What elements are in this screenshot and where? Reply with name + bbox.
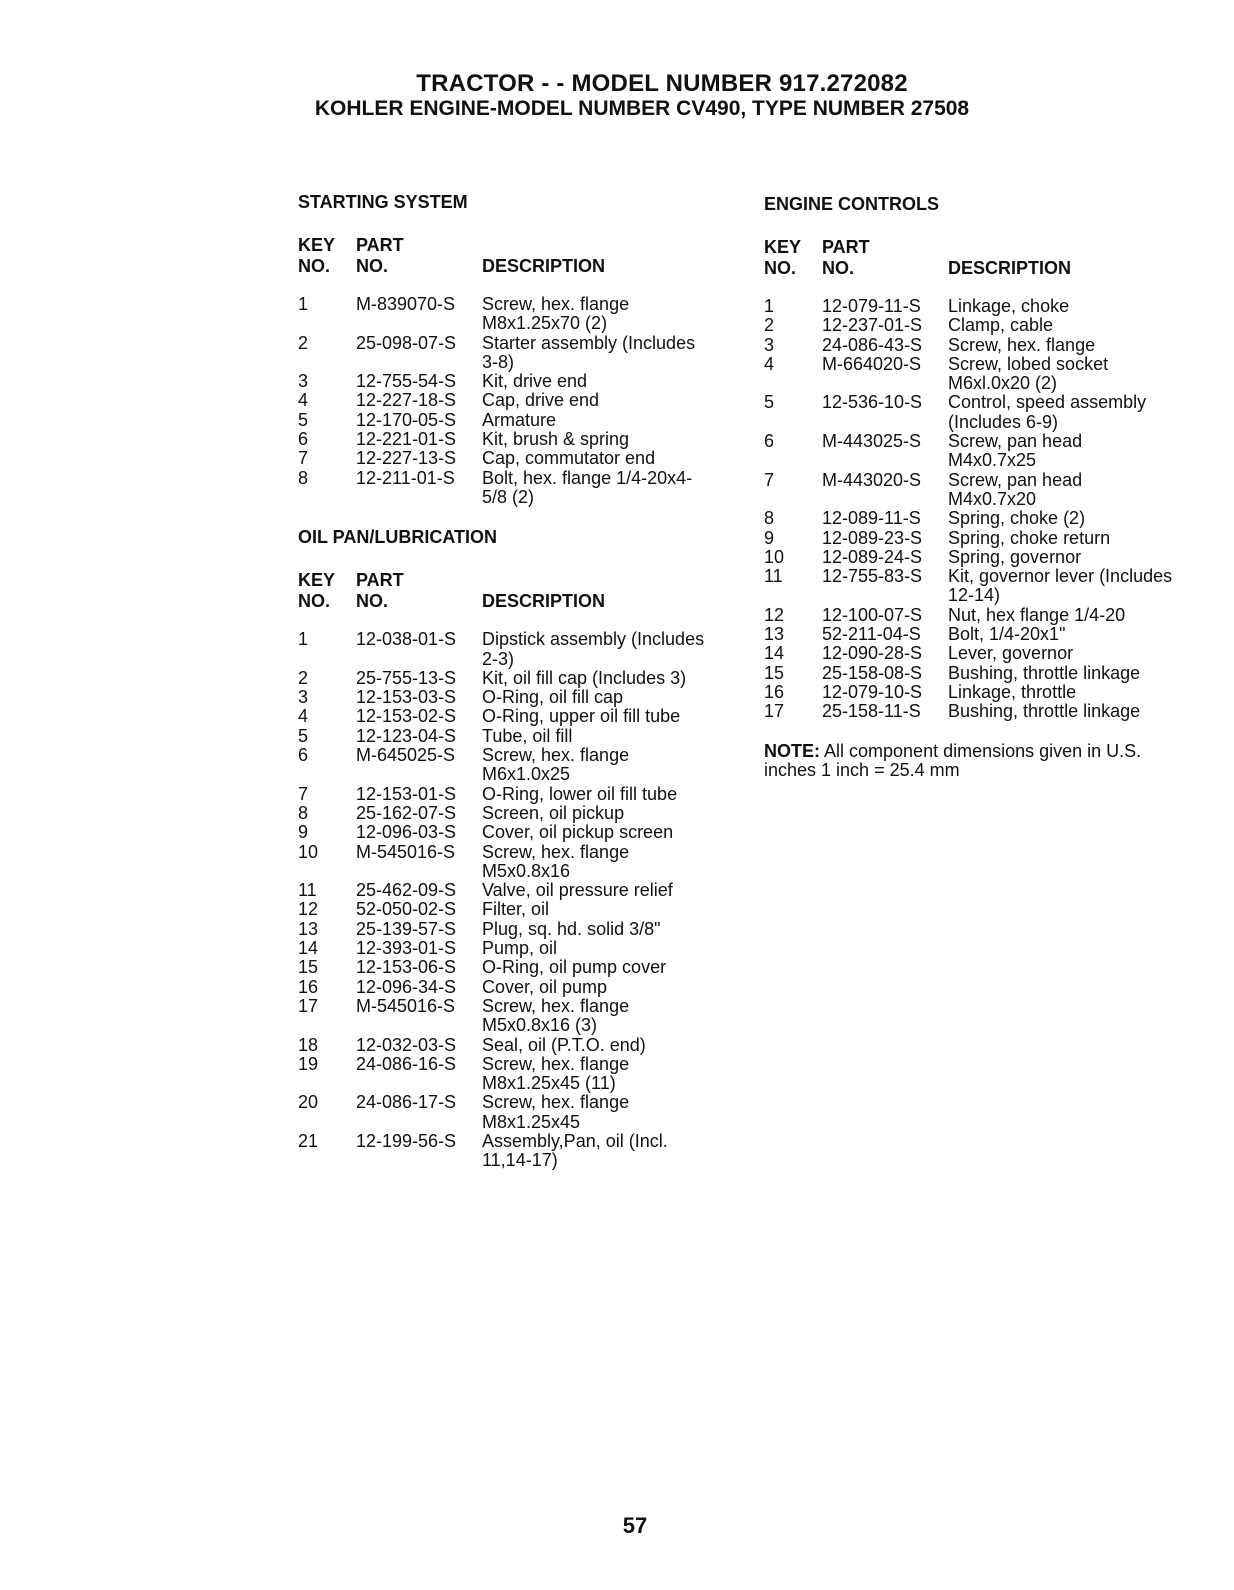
key-number: 3 bbox=[298, 371, 309, 392]
part-number: 24-086-16-S bbox=[356, 1053, 457, 1074]
table-row bbox=[298, 978, 738, 997]
table-row bbox=[298, 630, 738, 669]
part-header-bottom: NO. bbox=[356, 591, 389, 612]
part-number: 12-536-10-S bbox=[822, 392, 923, 413]
table-row bbox=[298, 1093, 738, 1132]
table-row bbox=[298, 469, 738, 508]
description bbox=[482, 372, 738, 391]
description bbox=[482, 727, 738, 746]
description bbox=[482, 334, 738, 373]
description bbox=[482, 707, 738, 726]
key-number: 10 bbox=[298, 841, 319, 862]
description-line: Plug, sq. hd. solid 3/8" bbox=[482, 918, 661, 939]
description-line: O-Ring, oil pump cover bbox=[482, 957, 667, 978]
description bbox=[482, 804, 738, 823]
table-row bbox=[298, 707, 738, 726]
key-header-bottom: NO. bbox=[298, 256, 331, 276]
part-number: 12-079-10-S bbox=[822, 681, 923, 702]
description-line: Screw, hex. flange bbox=[482, 1053, 630, 1074]
part-number: M-443025-S bbox=[822, 431, 922, 452]
key-number: 7 bbox=[764, 469, 775, 490]
page-subtitle: KOHLER ENGINE-MODEL NUMBER CV490, TYPE NUMBER 27508 bbox=[314, 97, 970, 120]
description-line-2: M8x1.25x45 bbox=[482, 1111, 581, 1132]
part-number: 25-158-08-S bbox=[822, 662, 923, 683]
table-row bbox=[764, 625, 1204, 644]
description bbox=[482, 669, 738, 688]
table-row bbox=[298, 881, 738, 900]
key-number: 14 bbox=[764, 643, 785, 664]
table-row bbox=[764, 664, 1204, 683]
key-header-top: KEY bbox=[298, 235, 336, 255]
part-number: 12-096-03-S bbox=[356, 822, 457, 843]
part-number: 12-153-02-S bbox=[356, 706, 457, 727]
description bbox=[948, 471, 1204, 510]
description-line: Cover, oil pump bbox=[482, 976, 608, 997]
description-line: Screen, oil pickup bbox=[482, 802, 625, 823]
description-line: Linkage, choke bbox=[948, 296, 1070, 316]
table-row bbox=[298, 746, 738, 785]
part-number: 12-153-01-S bbox=[356, 783, 457, 804]
part-number: 25-755-13-S bbox=[356, 667, 457, 688]
table-row bbox=[298, 449, 738, 468]
description-line: Kit, oil fill cap (Includes 3) bbox=[482, 667, 687, 688]
part-number: M-443020-S bbox=[822, 469, 922, 490]
key-number: 12 bbox=[764, 604, 785, 625]
description-line-2: M4x0.7x20 bbox=[948, 488, 1037, 509]
table-row bbox=[298, 1055, 738, 1094]
description bbox=[948, 606, 1204, 625]
key-number: 11 bbox=[298, 880, 317, 901]
part-number: 12-211-01-S bbox=[356, 467, 455, 488]
description-line: Assembly,Pan, oil (Incl. bbox=[482, 1130, 668, 1151]
key-number: 5 bbox=[298, 409, 309, 430]
table-row bbox=[298, 920, 738, 939]
description-line: Kit, governor lever (Includes bbox=[948, 566, 1173, 587]
key-number: 6 bbox=[298, 429, 309, 450]
description-line: Cap, commutator end bbox=[482, 448, 656, 469]
part-header-top: PART bbox=[822, 237, 870, 257]
table-row bbox=[298, 372, 738, 391]
description-line: Screw, hex. flange bbox=[482, 294, 630, 314]
key-header-top: KEY bbox=[298, 570, 336, 591]
part-number: 12-170-05-S bbox=[356, 409, 457, 430]
table-row bbox=[764, 644, 1204, 663]
key-number: 20 bbox=[298, 1092, 319, 1113]
page-number: 57 bbox=[622, 1513, 648, 1538]
part-header-top: PART bbox=[356, 235, 404, 255]
part-number: 12-199-56-S bbox=[356, 1130, 457, 1151]
key-number: 5 bbox=[764, 392, 775, 413]
description-line: Screw, hex. flange bbox=[482, 1092, 630, 1113]
table-row bbox=[764, 529, 1204, 548]
left-column bbox=[298, 192, 738, 1171]
table-row bbox=[298, 391, 738, 410]
part-number: 25-162-07-S bbox=[356, 802, 457, 823]
table-row bbox=[298, 804, 738, 823]
key-number: 17 bbox=[298, 995, 319, 1016]
note-text: All component dimensions given in U.S. inches 1 inch = 25.4 mm bbox=[764, 740, 1142, 780]
key-number: 7 bbox=[298, 783, 309, 804]
description-line: Screw, pan head bbox=[948, 431, 1083, 452]
table-row bbox=[764, 393, 1204, 432]
part-number: 52-211-04-S bbox=[822, 624, 921, 645]
description bbox=[948, 509, 1204, 528]
part-number: 12-237-01-S bbox=[822, 315, 923, 336]
part-number: 12-227-13-S bbox=[356, 448, 457, 469]
description-line: Armature bbox=[482, 409, 557, 430]
description bbox=[482, 900, 738, 919]
description-line: Bolt, 1/4-20x1" bbox=[948, 624, 1066, 645]
description-line: Cover, oil pickup screen bbox=[482, 822, 674, 843]
part-number: 12-038-01-S bbox=[356, 629, 457, 650]
description-header: DESCRIPTION bbox=[948, 258, 1072, 278]
description bbox=[948, 644, 1204, 663]
key-number: 4 bbox=[764, 353, 775, 374]
table-row bbox=[764, 548, 1204, 567]
table-row bbox=[298, 1132, 738, 1171]
section-title-oil-pan: OIL PAN/LUBRICATION bbox=[298, 527, 497, 548]
table-row bbox=[298, 939, 738, 958]
description-line: Screw, hex. flange bbox=[482, 995, 630, 1016]
description bbox=[482, 881, 738, 900]
key-number: 15 bbox=[764, 662, 785, 683]
description-line: Control, speed assembly bbox=[948, 392, 1147, 413]
table-row bbox=[764, 471, 1204, 510]
description-line-2: M5x0.8x16 (3) bbox=[482, 1015, 598, 1036]
key-number: 13 bbox=[298, 918, 319, 939]
description-line: Seal, oil (P.T.O. end) bbox=[482, 1034, 646, 1055]
table-header bbox=[298, 570, 738, 612]
table-row bbox=[298, 1036, 738, 1055]
part-header-top: PART bbox=[356, 570, 404, 591]
key-number: 19 bbox=[298, 1053, 319, 1074]
page-title: TRACTOR - - MODEL NUMBER 917.272082 bbox=[416, 70, 908, 97]
table-row bbox=[764, 606, 1204, 625]
key-number: 7 bbox=[298, 448, 309, 469]
key-number: 2 bbox=[764, 315, 775, 336]
description-header: DESCRIPTION bbox=[482, 256, 606, 276]
description bbox=[482, 785, 738, 804]
description-line-2: 3-8) bbox=[482, 351, 515, 372]
table-row bbox=[298, 334, 738, 373]
description-line: Valve, oil pressure relief bbox=[482, 880, 673, 901]
part-number: 12-032-03-S bbox=[356, 1034, 457, 1055]
part-number: 25-098-07-S bbox=[356, 332, 457, 353]
part-number: 52-050-02-S bbox=[356, 899, 457, 920]
part-number: 12-079-11-S bbox=[822, 296, 921, 316]
part-number: 12-089-11-S bbox=[822, 508, 921, 529]
description bbox=[482, 746, 738, 785]
part-number: 12-153-06-S bbox=[356, 957, 457, 978]
description-line: Screw, pan head bbox=[948, 469, 1083, 490]
key-number: 9 bbox=[764, 527, 775, 548]
part-number: 12-221-01-S bbox=[356, 429, 457, 450]
description-line-2: 5/8 (2) bbox=[482, 486, 535, 507]
key-number: 15 bbox=[298, 957, 319, 978]
table-row bbox=[764, 432, 1204, 471]
part-number: 25-462-09-S bbox=[356, 880, 457, 901]
part-number: 12-089-24-S bbox=[822, 546, 923, 567]
description-line-2: 11,14-17) bbox=[482, 1150, 558, 1171]
key-number: 16 bbox=[764, 681, 785, 702]
part-number: 12-100-07-S bbox=[822, 604, 923, 625]
part-number: 12-227-18-S bbox=[356, 390, 457, 411]
part-number: 12-090-28-S bbox=[822, 643, 923, 664]
description-line: Bushing, throttle linkage bbox=[948, 662, 1141, 683]
part-number: M-664020-S bbox=[822, 353, 922, 374]
description bbox=[948, 548, 1204, 567]
description bbox=[482, 430, 738, 449]
part-number: 12-153-03-S bbox=[356, 687, 457, 708]
part-header-bottom: NO. bbox=[822, 258, 855, 278]
key-number: 3 bbox=[764, 334, 775, 355]
description bbox=[948, 664, 1204, 683]
key-number: 16 bbox=[298, 976, 319, 997]
key-header-bottom: NO. bbox=[298, 591, 331, 612]
description-line: Kit, drive end bbox=[482, 371, 588, 392]
part-header-bottom: NO. bbox=[356, 256, 389, 276]
part-number: 24-086-43-S bbox=[822, 334, 923, 355]
key-number: 12 bbox=[298, 899, 319, 920]
description bbox=[482, 920, 738, 939]
description-line: Linkage, throttle bbox=[948, 681, 1077, 702]
table-row bbox=[298, 785, 738, 804]
description-line-2: M8x1.25x70 (2) bbox=[482, 313, 608, 334]
parts-table-starting-system bbox=[298, 295, 738, 507]
description-line: O-Ring, upper oil fill tube bbox=[482, 706, 681, 727]
key-number: 2 bbox=[298, 667, 309, 688]
description-line: Starter assembly (Includes bbox=[482, 332, 696, 353]
key-number: 4 bbox=[298, 390, 309, 411]
description bbox=[482, 295, 738, 334]
description bbox=[482, 978, 738, 997]
table-row bbox=[298, 997, 738, 1036]
description-header: DESCRIPTION bbox=[482, 591, 606, 612]
description bbox=[482, 630, 738, 669]
description-line: Lever, governor bbox=[948, 643, 1074, 664]
right-column bbox=[764, 194, 1204, 780]
key-header-top: KEY bbox=[764, 237, 802, 257]
description-line-2: (Includes 6-9) bbox=[948, 411, 1059, 432]
table-row bbox=[298, 295, 738, 334]
description-line: O-Ring, lower oil fill tube bbox=[482, 783, 678, 804]
description-line: Spring, choke (2) bbox=[948, 508, 1086, 529]
key-number: 2 bbox=[298, 332, 309, 353]
description bbox=[482, 997, 738, 1036]
description-line: Tube, oil fill bbox=[482, 725, 573, 746]
description bbox=[482, 1055, 738, 1094]
key-number: 8 bbox=[298, 802, 309, 823]
description-line-2: 2-3) bbox=[482, 648, 515, 669]
key-number: 6 bbox=[298, 745, 309, 766]
parts-table-oil-pan bbox=[298, 630, 738, 1170]
description-line-2: M5x0.8x16 bbox=[482, 860, 571, 881]
table-row bbox=[298, 823, 738, 842]
description bbox=[482, 1093, 738, 1132]
description bbox=[948, 297, 1204, 316]
description bbox=[482, 1036, 738, 1055]
description bbox=[948, 336, 1204, 355]
description-line: Screw, hex. flange bbox=[482, 745, 630, 766]
description-line: Cap, drive end bbox=[482, 390, 600, 411]
description bbox=[948, 567, 1204, 606]
key-number: 11 bbox=[764, 566, 783, 587]
part-number: M-839070-S bbox=[356, 294, 456, 314]
description bbox=[948, 702, 1204, 721]
section-title-starting-system: STARTING SYSTEM bbox=[298, 192, 468, 212]
description-line: Clamp, cable bbox=[948, 315, 1054, 336]
description-line: Spring, choke return bbox=[948, 527, 1111, 548]
table-row bbox=[764, 297, 1204, 316]
key-number: 3 bbox=[298, 687, 309, 708]
key-number: 6 bbox=[764, 431, 775, 452]
description-line: Bolt, hex. flange 1/4-20x4- bbox=[482, 467, 693, 488]
part-number: 12-096-34-S bbox=[356, 976, 457, 997]
key-number: 1 bbox=[298, 629, 309, 650]
table-row bbox=[298, 430, 738, 449]
key-number: 18 bbox=[298, 1034, 319, 1055]
table-row bbox=[764, 355, 1204, 394]
table-row bbox=[764, 336, 1204, 355]
part-number: 12-755-83-S bbox=[822, 566, 923, 587]
table-row bbox=[764, 509, 1204, 528]
table-row bbox=[298, 900, 738, 919]
description bbox=[948, 432, 1204, 471]
description bbox=[948, 393, 1204, 432]
description bbox=[482, 823, 738, 842]
table-row bbox=[764, 702, 1204, 721]
part-number: M-545016-S bbox=[356, 841, 456, 862]
description-line: Spring, governor bbox=[948, 546, 1082, 567]
part-number: 12-393-01-S bbox=[356, 938, 457, 959]
description bbox=[482, 391, 738, 410]
part-number: 12-755-54-S bbox=[356, 371, 457, 392]
part-number: 12-089-23-S bbox=[822, 527, 923, 548]
description bbox=[482, 1132, 738, 1171]
table-header bbox=[764, 237, 1204, 279]
description bbox=[482, 449, 738, 468]
description-line: Screw, hex. flange bbox=[948, 334, 1096, 355]
key-number: 1 bbox=[298, 294, 309, 314]
section-title-engine-controls: ENGINE CONTROLS bbox=[764, 194, 940, 214]
key-number: 14 bbox=[298, 938, 319, 959]
table-row bbox=[298, 411, 738, 430]
description-line-2: M8x1.25x45 (11) bbox=[482, 1073, 616, 1094]
description bbox=[482, 843, 738, 882]
description-line-2: M6x1.0x25 bbox=[482, 764, 571, 785]
part-number: 12-123-04-S bbox=[356, 725, 457, 746]
key-header-bottom: NO. bbox=[764, 258, 797, 278]
description bbox=[482, 411, 738, 430]
description bbox=[948, 625, 1204, 644]
description-line: Pump, oil bbox=[482, 938, 558, 959]
description bbox=[482, 958, 738, 977]
key-number: 1 bbox=[764, 296, 775, 316]
table-row bbox=[764, 683, 1204, 702]
description bbox=[948, 355, 1204, 394]
description bbox=[948, 316, 1204, 335]
key-number: 8 bbox=[764, 508, 775, 529]
description-line: O-Ring, oil fill cap bbox=[482, 687, 624, 708]
part-number: 25-158-11-S bbox=[822, 701, 921, 722]
description-line-2: 12-14) bbox=[948, 585, 1001, 606]
table-row bbox=[298, 843, 738, 882]
table-row bbox=[298, 727, 738, 746]
key-number: 13 bbox=[764, 624, 785, 645]
description-line: Nut, hex flange 1/4-20 bbox=[948, 604, 1126, 625]
table-header bbox=[298, 235, 738, 277]
table-row bbox=[764, 567, 1204, 606]
description bbox=[482, 939, 738, 958]
key-number: 4 bbox=[298, 706, 309, 727]
part-number: 25-139-57-S bbox=[356, 918, 457, 939]
key-number: 9 bbox=[298, 822, 309, 843]
key-number: 10 bbox=[764, 546, 785, 567]
table-row bbox=[764, 316, 1204, 335]
key-number: 17 bbox=[764, 701, 785, 722]
key-number: 8 bbox=[298, 467, 309, 488]
description-line-2: M4x0.7x25 bbox=[948, 450, 1037, 471]
key-number: 5 bbox=[298, 725, 309, 746]
description bbox=[482, 688, 738, 707]
key-number: 21 bbox=[298, 1130, 319, 1151]
description-line: Dipstick assembly (Includes bbox=[482, 629, 705, 650]
description-line: Screw, hex. flange bbox=[482, 841, 630, 862]
description bbox=[482, 469, 738, 508]
description-line: Screw, lobed socket bbox=[948, 353, 1109, 374]
part-number: M-645025-S bbox=[356, 745, 456, 766]
table-row bbox=[298, 688, 738, 707]
description bbox=[948, 529, 1204, 548]
description-line-2: M6xl.0x20 (2) bbox=[948, 373, 1058, 394]
table-row bbox=[298, 958, 738, 977]
table-row bbox=[298, 669, 738, 688]
part-number: 24-086-17-S bbox=[356, 1092, 457, 1113]
parts-table-engine-controls bbox=[764, 297, 1204, 722]
description-line: Bushing, throttle linkage bbox=[948, 701, 1141, 722]
note bbox=[764, 742, 1194, 780]
note-label: NOTE: bbox=[764, 740, 820, 761]
description bbox=[948, 683, 1204, 702]
description-line: Filter, oil bbox=[482, 899, 550, 920]
description-line: Kit, brush & spring bbox=[482, 429, 630, 450]
part-number: M-545016-S bbox=[356, 995, 456, 1016]
